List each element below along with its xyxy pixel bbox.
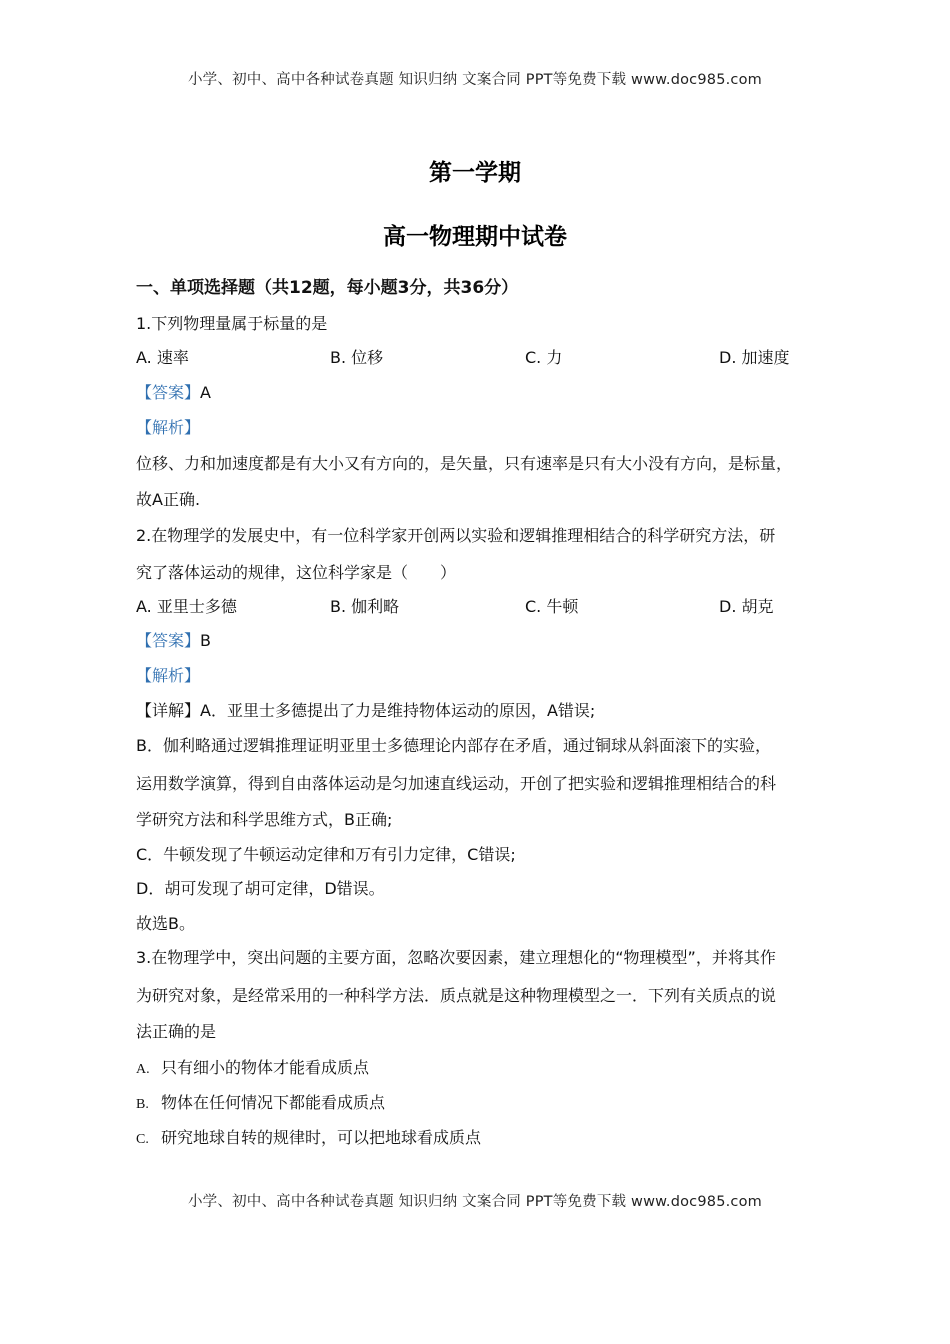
q2-analysis-line: 【详解】A．亚里士多德提出了力是维持物体运动的原因，A错误; [136, 701, 596, 720]
q1-analysis-line: 位移、力和加速度都是有大小又有方向的，是矢量，只有速率是只有大小没有方向，是标量， [136, 454, 793, 473]
q3-option-text: 只有细小的物体才能看成质点 [161, 1058, 370, 1077]
q3-option-c [136, 1125, 481, 1148]
q1-stem: 1.下列物理量属于标量的是 [136, 314, 328, 333]
q1-option-c: C. 力 [525, 348, 563, 367]
q1-answer [136, 380, 211, 403]
q2-answer-value: B [200, 631, 211, 650]
q3-option-letter: A. [136, 1062, 150, 1077]
q3-stem-line: 为研究对象，是经常采用的一种科学方法．质点就是这种物理模型之一．下列有关质点的说 [136, 986, 777, 1005]
q2-stem-line: 究了落体运动的规律，这位科学家是（ ） [136, 563, 457, 582]
q2-stem-line: 2.在物理学的发展史中，有一位科学家开创两以实验和逻辑推理相结合的科学研究方法，研 [136, 526, 776, 545]
q1-option-d: D. 加速度 [719, 348, 790, 367]
q2-analysis-line: 学研究方法和科学思维方式，B正确; [136, 810, 393, 829]
q2-analysis-line: D．胡可发现了胡可定律，D错误。 [136, 879, 385, 898]
q2-analysis-label: 【解析】 [136, 666, 201, 685]
q3-option-letter: C. [136, 1132, 149, 1147]
q1-option-a: A. 速率 [136, 348, 189, 367]
q2-analysis-line: 运用数学演算，得到自由落体运动是匀加速直线运动，开创了把实验和逻辑推理相结合的科 [136, 774, 777, 793]
q1-answer-label: 【答案】 [136, 383, 201, 402]
q2-option-a: A. 亚里士多德 [136, 597, 237, 616]
q3-stem-line: 3.在物理学中，突出问题的主要方面，忽略次要因素，建立理想化的“物理模型”，并将其作 [136, 948, 776, 967]
q3-option-text: 物体在任何情况下都能看成质点 [161, 1093, 386, 1112]
q1-analysis-line: 故A正确. [136, 490, 201, 509]
q3-option-a [136, 1055, 369, 1078]
q2-option-b: B. 伽利略 [330, 597, 400, 616]
page-title-exam: 高一物理期中试卷 [383, 224, 567, 250]
q3-stem-line: 法正确的是 [136, 1022, 217, 1041]
page-footer: 小学、初中、高中各种试卷真题 知识归纳 文案合同 PPT等免费下载 www.doc985.com [187, 1194, 763, 1210]
q3-option-text: 研究地球自转的规律时，可以把地球看成质点 [161, 1128, 482, 1147]
q2-option-c: C. 牛顿 [525, 597, 579, 616]
q1-option-b: B. 位移 [330, 348, 384, 367]
q2-answer-label: 【答案】 [136, 631, 201, 650]
page-title-term: 第一学期 [429, 160, 521, 186]
q2-analysis-line: B．伽利略通过逻辑推理证明亚里士多德理论内部存在矛盾，通过铜球从斜面滚下的实验， [136, 736, 771, 755]
q1-analysis-label: 【解析】 [136, 418, 201, 437]
q3-option-letter: B. [136, 1097, 149, 1112]
q1-answer-value: A [200, 383, 211, 402]
q2-option-d: D. 胡克 [719, 597, 774, 616]
q3-option-b [136, 1090, 385, 1113]
section-heading: 一、单项选择题（共12题，每小题3分，共36分） [136, 278, 519, 298]
q2-answer [136, 628, 211, 651]
page-header: 小学、初中、高中各种试卷真题 知识归纳 文案合同 PPT等免费下载 www.doc985.com [187, 72, 763, 88]
q2-analysis-line: C．牛顿发现了牛顿运动定律和万有引力定律，C错误; [136, 845, 516, 864]
q2-analysis-line: 故选B。 [136, 914, 195, 933]
